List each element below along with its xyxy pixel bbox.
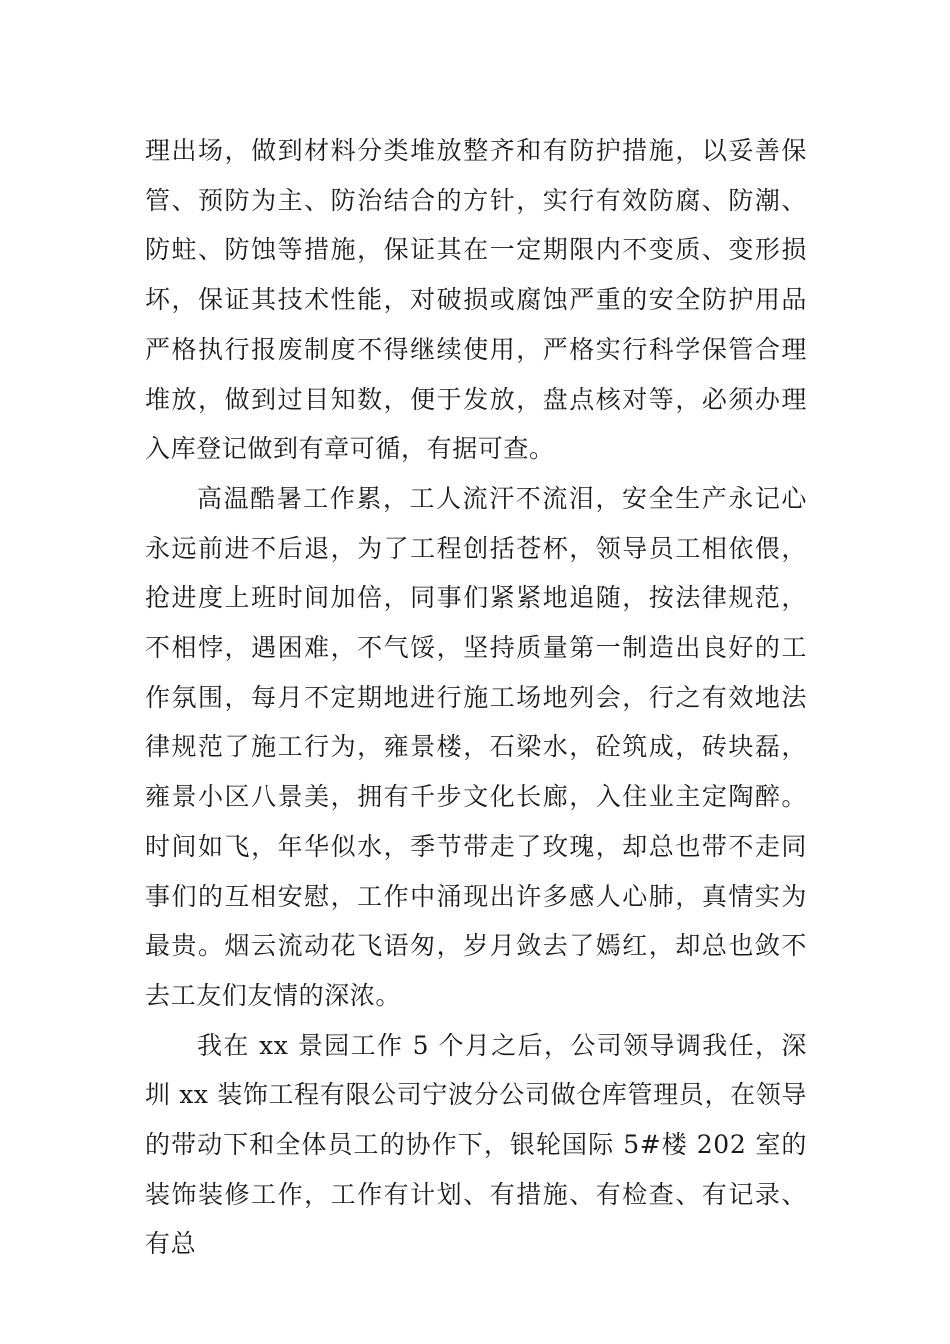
paragraph-transfer: 我在 xx 景园工作 5 个月之后，公司领导调我任，深圳 xx 装饰工程有限公司宁波分公司做仓库管理员，在领导的带动下和全体员工的协作下，银轮国际 5#楼 202 室的装饰装修工作，工作有计划、有措施、有检查、有记录、有总 <box>145 1030 807 1259</box>
paragraph-summer-work: 高温酷暑工作累，工人流汗不流泪，安全生产永记心永远前进不后退，为了工程创括苍杯，领导员工相依偎，抢进度上班时间加倍，同事们紧紧地追随，按法律规范，不相悖，遇困难，不气馁，坚持质量第一制造出良好的工作氛围，每月不定期地进行施工场地列会，行之有效地法律规范了施工行为，雍景楼，石梁水，砼筑成，砖块磊，雍景小区八景美，拥有千步文化长廊，入住业主定陶醉。时间如飞，年华似水，季节带走了玫瑰，却总也带不走同事们的互相安慰，工作中涌现出许多感人心肺，真情实为最贵。烟云流动花飞语匆，岁月敛去了嫣红，却总也敛不去工友们友情的深浓。 <box>145 483 807 1010</box>
document-body <box>145 126 807 1269</box>
paragraph-storage-management: 理出场，做到材料分类堆放整齐和有防护措施，以妥善保管、预防为主、防治结合的方针，实行有效防腐、防潮、防蛀、防蚀等措施，保证其在一定期限内不变质、变形损坏，保证其技术性能，对破损或腐蚀严重的安全防护用品严格执行报废制度不得继续使用，严格实行科学保管合理堆放，做到过目知数，便于发放，盘点核对等，必须办理入库登记做到有章可循，有据可查。 <box>145 136 807 464</box>
